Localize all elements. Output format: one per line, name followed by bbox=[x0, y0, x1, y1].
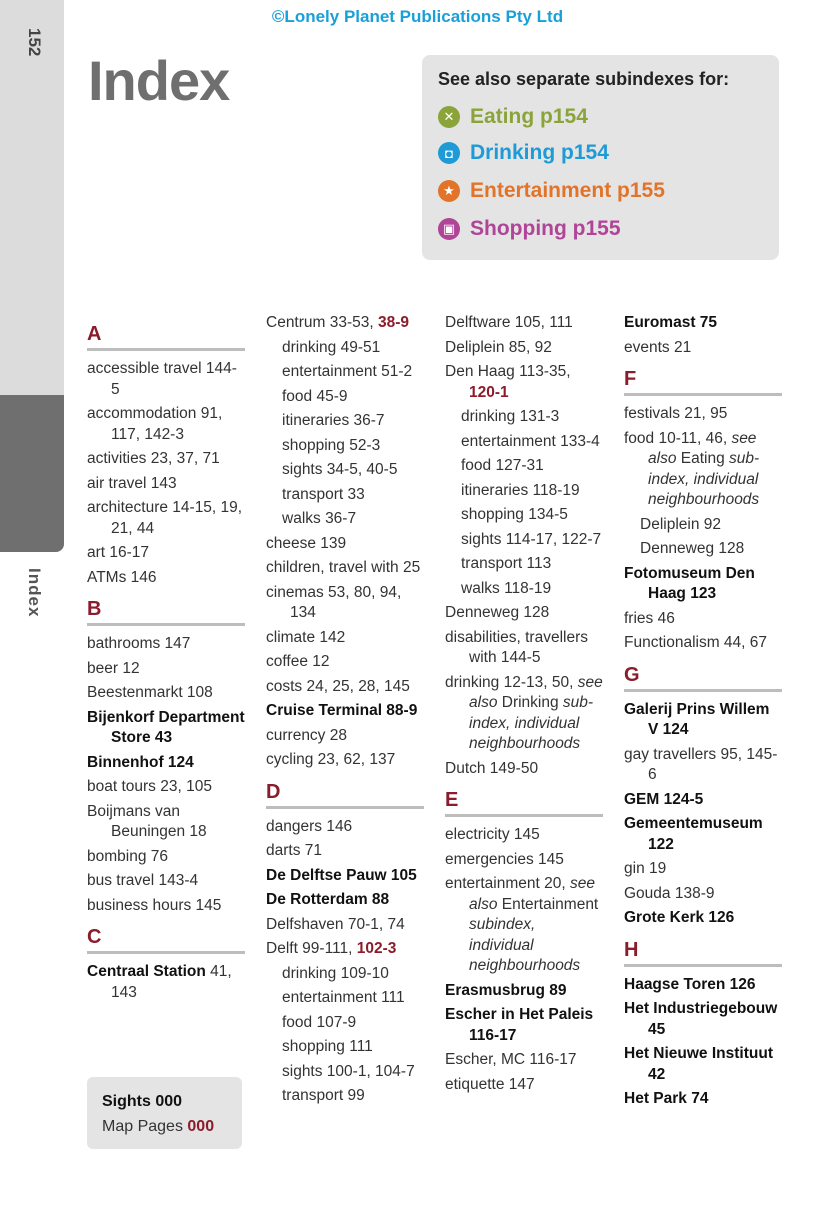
entry-text: Dutch 149-50 bbox=[445, 759, 539, 777]
entry-text: shopping 134-5 bbox=[461, 506, 568, 523]
index-subentry bbox=[266, 436, 424, 457]
letter-heading: D bbox=[266, 781, 424, 809]
entry-text: itineraries 36-7 bbox=[282, 412, 385, 429]
entry-text: entertainment 133-4 bbox=[461, 432, 600, 450]
entry-text: electricity 145 bbox=[445, 826, 540, 843]
index-subentry bbox=[266, 964, 424, 985]
entry-text: drinking 49-51 bbox=[282, 338, 381, 356]
index-subentry bbox=[445, 579, 603, 600]
entry-text: Denneweg 128 bbox=[640, 540, 745, 557]
entry-text: transport 33 bbox=[282, 485, 365, 503]
subindex-eating[interactable] bbox=[438, 105, 588, 129]
entry-text: food 127-31 bbox=[461, 457, 544, 474]
index-entry bbox=[445, 628, 603, 669]
index-entry bbox=[266, 677, 424, 698]
entry-text: transport 113 bbox=[461, 555, 552, 572]
entry-text: Beestenmarkt 108 bbox=[87, 684, 213, 701]
map-page-ref: 38-9 bbox=[378, 314, 410, 331]
index-entry bbox=[624, 999, 782, 1040]
entry-text: art 16-17 bbox=[87, 544, 150, 561]
entry-text: boat tours 23, 105 bbox=[87, 778, 212, 795]
entry-text: Delfshaven 70-1, 74 bbox=[266, 915, 405, 933]
page-number: 152 bbox=[25, 28, 44, 57]
see-also-target: Eating bbox=[676, 450, 729, 467]
entry-text: De Rotterdam 88 bbox=[266, 891, 390, 908]
entry-text: Gemeentemuseum 122 bbox=[624, 815, 763, 853]
index-subentry bbox=[266, 485, 424, 506]
shopping-icon: ▣ bbox=[438, 218, 460, 240]
entry-text: bathrooms 147 bbox=[87, 635, 191, 652]
side-tab-light bbox=[0, 0, 64, 395]
see-also: see also bbox=[469, 673, 603, 711]
drinking-icon: ◘ bbox=[438, 142, 460, 164]
index-subentry bbox=[266, 1013, 424, 1034]
entry-text: climate 142 bbox=[266, 628, 346, 646]
entry-text: transport 99 bbox=[282, 1087, 365, 1104]
entry-text: bombing 76 bbox=[87, 847, 169, 865]
index-subentry bbox=[445, 456, 603, 477]
side-tab-dark bbox=[0, 395, 64, 552]
index-subentry bbox=[624, 539, 782, 560]
index-column-2 bbox=[266, 313, 424, 1111]
entry-text: drinking 109-10 bbox=[282, 964, 389, 982]
legend-map-label: Map Pages bbox=[102, 1118, 188, 1135]
index-column-1 bbox=[87, 313, 245, 1007]
entry-text: Boijmans van Beuningen 18 bbox=[87, 802, 207, 840]
index-entry bbox=[87, 708, 245, 749]
index-entry bbox=[266, 939, 424, 960]
index-entry bbox=[266, 866, 424, 887]
index-entry bbox=[87, 474, 245, 495]
entry-text: accessible travel 144-5 bbox=[87, 360, 237, 398]
index-subentry bbox=[624, 515, 782, 536]
copyright-notice: ©Lonely Planet Publications Pty Ltd bbox=[271, 7, 564, 26]
index-entry bbox=[445, 1005, 603, 1046]
index-entry bbox=[624, 564, 782, 605]
index-entry bbox=[445, 362, 603, 403]
index-entry bbox=[624, 313, 782, 334]
index-entry bbox=[624, 609, 782, 630]
index-entry bbox=[445, 338, 603, 359]
index-entry bbox=[87, 568, 245, 589]
index-entry bbox=[266, 583, 424, 624]
entertainment-icon: ★ bbox=[438, 180, 460, 202]
index-entry bbox=[87, 449, 245, 470]
index-entry bbox=[266, 750, 424, 771]
letter-heading: F bbox=[624, 368, 782, 396]
side-tab-bar bbox=[0, 0, 64, 1205]
index-subentry bbox=[266, 411, 424, 432]
index-entry bbox=[87, 847, 245, 868]
entry-text: emergencies 145 bbox=[445, 850, 564, 868]
index-subentry bbox=[266, 362, 424, 383]
entry-text: cheese 139 bbox=[266, 534, 347, 552]
entry-text: Centrum 33-53, bbox=[266, 314, 378, 331]
entry-text: architecture 14-15, 19, 21, 44 bbox=[87, 499, 243, 537]
see-also-target: Drinking bbox=[497, 694, 563, 711]
entry-text: gin 19 bbox=[624, 860, 667, 877]
entry-text: Erasmusbrug 89 bbox=[445, 981, 567, 999]
index-entry bbox=[445, 313, 603, 334]
entry-text: gay travellers 95, 145-6 bbox=[624, 745, 778, 783]
letter-heading: G bbox=[624, 664, 782, 692]
index-subentry bbox=[445, 505, 603, 526]
index-subentry bbox=[266, 460, 424, 481]
index-entry bbox=[445, 1050, 603, 1071]
subindex-drinking-label: Drinking p154 bbox=[470, 141, 609, 164]
entry-text: dangers 146 bbox=[266, 817, 353, 835]
entry-text: beer 12 bbox=[87, 659, 140, 677]
letter-heading: H bbox=[624, 939, 782, 967]
map-page-ref: 120-1 bbox=[469, 383, 509, 401]
index-subentry bbox=[445, 530, 603, 551]
entry-text: food 45-9 bbox=[282, 387, 348, 405]
entry-text: Het Nieuwe Instituut 42 bbox=[624, 1045, 773, 1083]
see-also-target: Entertainment bbox=[497, 895, 599, 913]
index-entry bbox=[87, 896, 245, 917]
entry-text: Centraal Station bbox=[87, 963, 206, 980]
index-entry bbox=[624, 633, 782, 654]
entry-text: food 10-11, 46, bbox=[624, 429, 732, 447]
entry-text: fries 46 bbox=[624, 609, 675, 627]
index-entry bbox=[87, 777, 245, 798]
entry-text: shopping 111 bbox=[282, 1038, 373, 1055]
index-entry bbox=[624, 975, 782, 996]
index-entry bbox=[445, 850, 603, 871]
entry-text: entertainment 20, bbox=[445, 875, 570, 892]
entry-text: cinemas 53, 80, 94, 134 bbox=[266, 583, 402, 621]
entry-text: GEM 124-5 bbox=[624, 790, 704, 808]
entry-text: Deliplein 92 bbox=[640, 515, 721, 533]
entry-text: Delftware 105, 111 bbox=[445, 314, 573, 331]
index-entry bbox=[624, 790, 782, 811]
entry-text: Haagse Toren 126 bbox=[624, 975, 756, 993]
index-entry bbox=[266, 652, 424, 673]
index-subentry bbox=[266, 1086, 424, 1107]
index-entry bbox=[445, 1075, 603, 1096]
entry-text: itineraries 118-19 bbox=[461, 481, 580, 499]
index-entry bbox=[87, 543, 245, 564]
index-entry bbox=[87, 634, 245, 655]
subindex-drinking[interactable] bbox=[438, 141, 609, 165]
index-column-3 bbox=[445, 313, 603, 1099]
index-entry bbox=[624, 1044, 782, 1085]
index-entry bbox=[445, 874, 603, 977]
entry-text: Gouda 138-9 bbox=[624, 884, 715, 902]
index-entry bbox=[266, 890, 424, 911]
index-subentry bbox=[266, 1062, 424, 1083]
subindex-box bbox=[422, 55, 779, 260]
index-entry bbox=[266, 726, 424, 747]
index-entry bbox=[445, 759, 603, 780]
index-entry bbox=[624, 884, 782, 905]
entry-text: food 107-9 bbox=[282, 1013, 357, 1031]
index-entry bbox=[266, 558, 424, 579]
entry-text: activities 23, 37, 71 bbox=[87, 450, 220, 467]
entry-text: De Delftse Pauw 105 bbox=[266, 866, 417, 884]
entry-text: festivals 21, 95 bbox=[624, 405, 728, 422]
entry-text: Galerij Prins Willem V 124 bbox=[624, 700, 770, 738]
page-title: Index bbox=[88, 49, 230, 112]
entry-text: etiquette 147 bbox=[445, 1075, 535, 1093]
entry-text: Denneweg 128 bbox=[445, 604, 550, 621]
see-also-note: sub-index, individual neighbourhoods bbox=[469, 694, 594, 752]
eating-icon: ✕ bbox=[438, 106, 460, 128]
index-subentry bbox=[266, 1037, 424, 1058]
index-entry bbox=[624, 745, 782, 786]
entry-text: costs 24, 25, 28, 145 bbox=[266, 677, 410, 695]
index-entry bbox=[87, 404, 245, 445]
legend-map-pages bbox=[102, 1118, 214, 1136]
index-entry bbox=[87, 498, 245, 539]
entry-text: business hours 145 bbox=[87, 896, 222, 914]
index-entry bbox=[87, 359, 245, 400]
entry-text: Escher, MC 116-17 bbox=[445, 1051, 577, 1068]
entry-text: Grote Kerk 126 bbox=[624, 909, 735, 926]
index-entry bbox=[266, 841, 424, 862]
entry-text: coffee 12 bbox=[266, 653, 330, 670]
entry-text: Den Haag 113-35, bbox=[445, 363, 571, 380]
see-also-note: sub-index, individual neighbourhoods bbox=[648, 450, 760, 508]
index-column-4 bbox=[624, 313, 782, 1114]
subindex-entertainment-label: Entertainment p155 bbox=[470, 179, 665, 202]
letter-heading: A bbox=[87, 323, 245, 351]
entry-text: Bijenkorf Department Store 43 bbox=[87, 708, 245, 746]
entry-text: drinking 12-13, 50, bbox=[445, 673, 578, 691]
index-entry bbox=[87, 962, 245, 1003]
entry-text: Cruise Terminal 88-9 bbox=[266, 702, 418, 719]
index-entry bbox=[624, 859, 782, 880]
legend-sights: Sights 000 bbox=[102, 1093, 183, 1110]
entry-pages: 41, 143 bbox=[111, 963, 232, 1001]
index-entry bbox=[266, 817, 424, 838]
entry-text: Binnenhof 124 bbox=[87, 753, 194, 771]
entry-text: air travel 143 bbox=[87, 474, 177, 492]
entry-text: bus travel 143-4 bbox=[87, 872, 199, 889]
letter-heading: C bbox=[87, 926, 245, 954]
entry-text: Het Industriegebouw 45 bbox=[624, 1000, 778, 1038]
see-also: see also bbox=[469, 875, 595, 913]
index-entry bbox=[624, 700, 782, 741]
subindex-shopping[interactable] bbox=[438, 217, 621, 241]
index-entry bbox=[445, 673, 603, 755]
entry-text: Euromast 75 bbox=[624, 314, 718, 331]
entry-text: drinking 131-3 bbox=[461, 408, 560, 425]
entry-text: children, travel with 25 bbox=[266, 559, 421, 576]
entry-text: disabilities, travellers with 144-5 bbox=[445, 628, 588, 666]
index-entry bbox=[445, 981, 603, 1002]
index-entry bbox=[445, 603, 603, 624]
index-subentry bbox=[445, 407, 603, 428]
letter-heading: E bbox=[445, 789, 603, 817]
index-entry bbox=[624, 338, 782, 359]
index-entry bbox=[624, 429, 782, 511]
index-entry bbox=[87, 802, 245, 843]
entry-text: entertainment 111 bbox=[282, 989, 405, 1006]
legend-map-number: 000 bbox=[187, 1118, 215, 1135]
entry-text: currency 28 bbox=[266, 726, 347, 744]
entry-text: entertainment 51-2 bbox=[282, 363, 413, 380]
entry-text: events 21 bbox=[624, 338, 692, 356]
entry-text: cycling 23, 62, 137 bbox=[266, 751, 396, 768]
index-subentry bbox=[445, 432, 603, 453]
entry-text: shopping 52-3 bbox=[282, 436, 381, 454]
entry-text: Fotomuseum Den Haag 123 bbox=[624, 564, 755, 602]
map-page-ref: 102-3 bbox=[356, 940, 397, 957]
entry-text: sights 34-5, 40-5 bbox=[282, 461, 398, 478]
entry-text: darts 71 bbox=[266, 842, 323, 859]
entry-text: accommodation 91, 117, 142-3 bbox=[87, 405, 223, 443]
letter-heading: B bbox=[87, 598, 245, 626]
index-entry bbox=[87, 683, 245, 704]
entry-text: Functionalism 44, 67 bbox=[624, 634, 768, 651]
index-subentry bbox=[266, 509, 424, 530]
index-subentry bbox=[266, 387, 424, 408]
legend-box bbox=[87, 1077, 242, 1149]
index-subentry bbox=[266, 988, 424, 1009]
entry-text: Deliplein 85, 92 bbox=[445, 338, 552, 356]
index-entry bbox=[624, 814, 782, 855]
subindex-heading: See also separate subindexes for: bbox=[438, 69, 730, 89]
index-entry bbox=[266, 701, 424, 722]
index-entry bbox=[624, 404, 782, 425]
index-entry bbox=[87, 871, 245, 892]
see-also-note: subindex, individual neighbourhoods bbox=[469, 916, 581, 974]
entry-text: Escher in Het Paleis 116-17 bbox=[445, 1006, 594, 1044]
index-subentry bbox=[445, 481, 603, 502]
index-entry bbox=[87, 753, 245, 774]
index-entry bbox=[624, 1089, 782, 1110]
index-entry bbox=[87, 659, 245, 680]
entry-text: ATMs 146 bbox=[87, 568, 157, 586]
entry-text: walks 118-19 bbox=[461, 579, 552, 597]
subindex-entertainment[interactable] bbox=[438, 179, 665, 203]
index-subentry bbox=[445, 554, 603, 575]
subindex-eating-label: Eating p154 bbox=[470, 105, 588, 128]
index-subentry bbox=[266, 338, 424, 359]
side-tab-label: Index bbox=[25, 568, 44, 618]
index-entry bbox=[624, 908, 782, 929]
subindex-shopping-label: Shopping p155 bbox=[470, 217, 621, 240]
index-entry bbox=[266, 313, 424, 334]
index-entry bbox=[266, 915, 424, 936]
entry-text: Delft 99-111, bbox=[266, 940, 357, 957]
entry-text: sights 114-17, 122-7 bbox=[461, 530, 602, 548]
entry-text: walks 36-7 bbox=[282, 510, 357, 527]
entry-text: sights 100-1, 104-7 bbox=[282, 1062, 415, 1080]
see-also: see also bbox=[648, 429, 757, 467]
index-entry bbox=[266, 534, 424, 555]
index-entry bbox=[445, 825, 603, 846]
entry-text: Het Park 74 bbox=[624, 1090, 709, 1107]
index-entry bbox=[266, 628, 424, 649]
